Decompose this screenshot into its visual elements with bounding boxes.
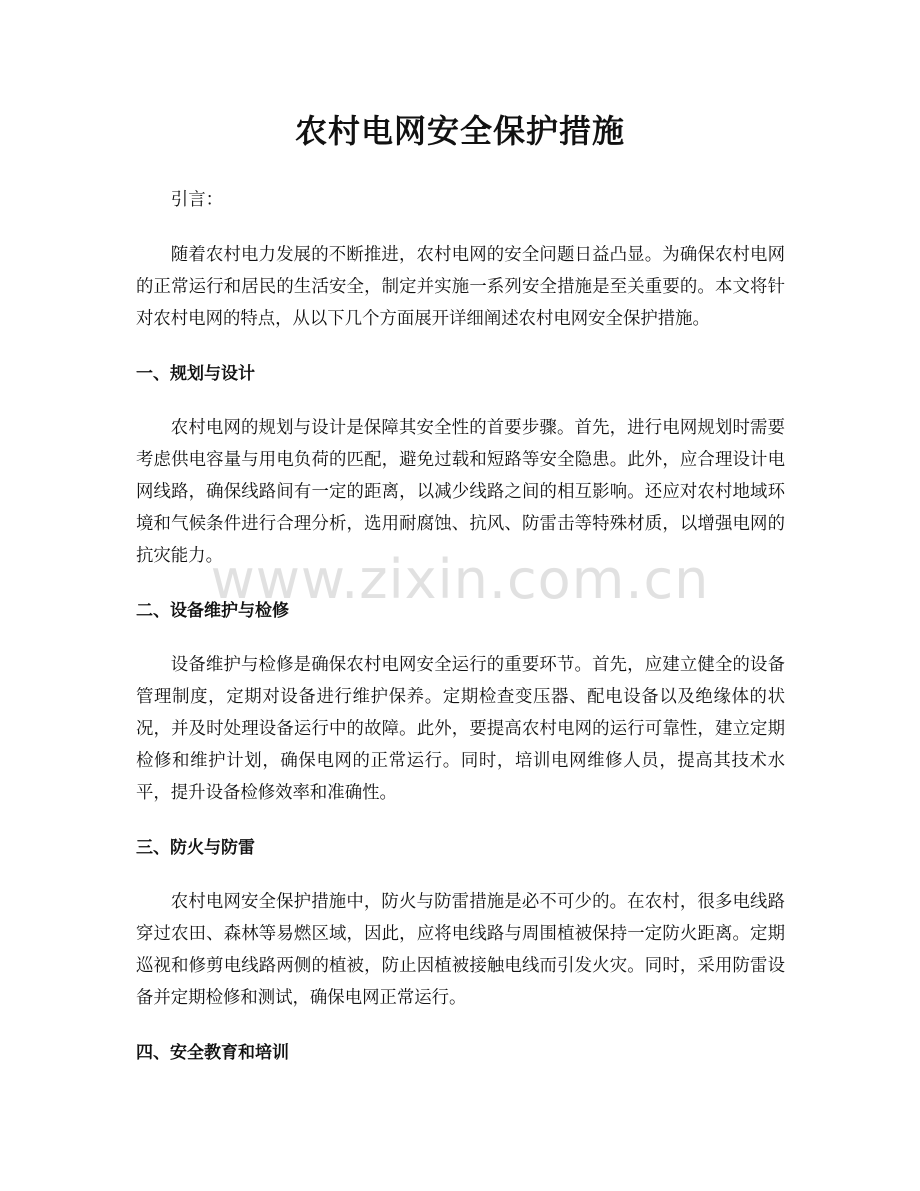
document-title: 农村电网安全保护措施 bbox=[294, 112, 625, 150]
watermark: www.zixin.com.cn bbox=[210, 548, 710, 611]
section-paragraph-maintenance: 设备维护与检修是确保农村电网安全运行的重要环节。首先，应建立健全的设备管理制度，定期对设备进行维护保养。定期检查变压器、配电设备以及绝缘体的状况，并及时处理设备运行中的故障。此外，要提高农村电网的运行可靠性，建立定期检修和维护计划，确保电网的正常运行。同时，培训电网维修人员，提高其技术水平，提升设备检修效率和准确性。 bbox=[136, 655, 785, 803]
section-paragraph-planning: 农村电网的规划与设计是保障其安全性的首要步骤。首先，进行电网规划时需要考虑供电容量与用电负荷的匹配，避免过载和短路等安全隐患。此外，应合理设计电网线路，确保线路间有一定的距离，以减少线路之间的相互影响。还应对农村地域环境和气候条件进行合理分析，选用耐腐蚀、抗风、防雷击等特殊材质，以增强电网的抗灾能力。 bbox=[136, 418, 785, 566]
section-paragraph-fire-lightning: 农村电网安全保护措施中，防火与防雷措施是必不可少的。在农村，很多电线路穿过农田、森林等易燃区域，因此，应将电线路与周围植被保持一定防火距离。定期巡视和修剪电线路两侧的植被，防止因植被接触电线而引发火灾。同时，采用防雷设备并定期检修和测试，确保电网正常运行。 bbox=[136, 892, 785, 1008]
intro-paragraph: 随着农村电力发展的不断推进，农村电网的安全问题日益凸显。为确保农村电网的正常运行和居民的生活安全，制定并实施一系列安全措施是至关重要的。本文将针对农村电网的特点，从以下几个方面展开详细阐述农村电网安全保护措施。 bbox=[136, 245, 785, 329]
document-body bbox=[136, 184, 785, 1091]
section-heading-planning: 一、规划与设计 bbox=[136, 364, 255, 384]
section-heading-maintenance: 二、设备维护与检修 bbox=[136, 601, 289, 621]
section-heading-fire-lightning: 三、防火与防雷 bbox=[136, 838, 255, 858]
section-heading-safety-training: 四、安全教育和培训 bbox=[136, 1043, 289, 1063]
intro-label: 引言： bbox=[170, 190, 223, 210]
